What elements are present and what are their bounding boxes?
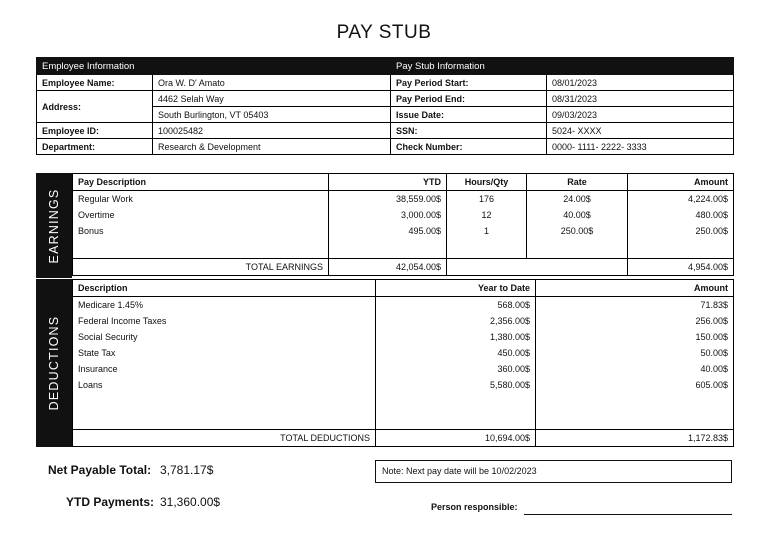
info-row: [37, 75, 734, 91]
info-table: [36, 57, 734, 155]
employee-name: Ora W. D' Amato: [153, 75, 391, 91]
earnings-total-row: [73, 259, 734, 276]
ytd-payments-label: YTD Payments:: [66, 495, 155, 509]
deduction-amount: 605.00$: [536, 377, 734, 393]
table-row: [73, 377, 734, 393]
issue-date-label: Issue Date:: [391, 107, 547, 123]
deduction-amount: 150.00$: [536, 329, 734, 345]
table-row: [73, 345, 734, 361]
total-earnings-amount: 4,954.00$: [628, 259, 734, 276]
page-title: PAY STUB: [336, 22, 432, 43]
earnings-side-label: EARNINGS: [36, 173, 72, 278]
deduction-ytd: 1,380.00$: [376, 329, 536, 345]
info-row: [37, 91, 734, 107]
deductions-desc-header: Description: [73, 280, 376, 297]
pay-period-end: 08/31/2023: [547, 91, 734, 107]
ssn: 5024- XXXX: [547, 123, 734, 139]
pay-period-start-label: Pay Period Start:: [391, 75, 547, 91]
earnings-amount-header: Amount: [628, 174, 734, 191]
employee-name-label: Employee Name:: [37, 75, 153, 91]
earning-desc: Bonus: [73, 223, 329, 239]
employee-id: 100025482: [153, 123, 391, 139]
earnings-header-row: [73, 174, 734, 191]
deductions-total-row: [73, 430, 734, 447]
net-payable-value: 3,781.17$: [160, 463, 214, 477]
table-row: [73, 207, 734, 223]
person-responsible-label: Person responsible:: [431, 502, 518, 512]
earning-ytd: 38,559.00$: [329, 191, 447, 207]
info-row: [37, 139, 734, 155]
net-payable-label: Net Payable Total:: [48, 463, 152, 477]
pay-period-end-label: Pay Period End:: [391, 91, 547, 107]
deduction-desc: Insurance: [73, 361, 376, 377]
deduction-ytd: 5,580.00$: [376, 377, 536, 393]
deductions-header-row: [73, 280, 734, 297]
table-row-empty: [73, 393, 734, 430]
table-row: [73, 297, 734, 313]
table-row: [73, 191, 734, 207]
earning-rate: 40.00$: [527, 207, 628, 223]
table-row: [73, 361, 734, 377]
address-line1: 4462 Selah Way: [153, 91, 391, 107]
deductions-table: [72, 279, 734, 447]
earning-rate: 24.00$: [527, 191, 628, 207]
earning-ytd: 495.00$: [329, 223, 447, 239]
check-number: 0000- 1111- 2222- 3333: [547, 139, 734, 155]
deduction-ytd: 450.00$: [376, 345, 536, 361]
deductions-amount-header: Amount: [536, 280, 734, 297]
earning-amount: 250.00$: [628, 223, 734, 239]
earnings-desc-header: Pay Description: [73, 174, 329, 191]
deduction-ytd: 2,356.00$: [376, 313, 536, 329]
ssn-label: SSN:: [391, 123, 547, 139]
earning-ytd: 3,000.00$: [329, 207, 447, 223]
deduction-amount: 71.83$: [536, 297, 734, 313]
earning-desc: Overtime: [73, 207, 329, 223]
earning-hours: 12: [447, 207, 527, 223]
table-row: [73, 313, 734, 329]
deduction-amount: 40.00$: [536, 361, 734, 377]
info-header-row: [37, 58, 734, 75]
note-box: Note: Next pay date will be 10/02/2023: [375, 460, 732, 483]
employee-info-header: Employee Information: [37, 58, 391, 75]
earnings-rate-header: Rate: [527, 174, 628, 191]
table-row: [73, 223, 734, 239]
signature-line: [524, 514, 732, 515]
earning-rate: 250.00$: [527, 223, 628, 239]
deduction-desc: Loans: [73, 377, 376, 393]
total-earnings-ytd: 42,054.00$: [329, 259, 447, 276]
table-row: [73, 329, 734, 345]
earnings-hours-header: Hours/Qty: [447, 174, 527, 191]
earning-amount: 480.00$: [628, 207, 734, 223]
deduction-desc: Social Security: [73, 329, 376, 345]
address-line2: South Burlington, VT 05403: [153, 107, 391, 123]
issue-date: 09/03/2023: [547, 107, 734, 123]
total-deductions-ytd: 10,694.00$: [376, 430, 536, 447]
deductions-side-label: DEDUCTIONS: [36, 279, 72, 447]
total-deductions-amount: 1,172.83$: [536, 430, 734, 447]
deduction-amount: 256.00$: [536, 313, 734, 329]
deduction-amount: 50.00$: [536, 345, 734, 361]
check-number-label: Check Number:: [391, 139, 547, 155]
ytd-payments-value: 31,360.00$: [160, 495, 221, 509]
deduction-ytd: 360.00$: [376, 361, 536, 377]
deductions-ytd-header: Year to Date: [376, 280, 536, 297]
department: Research & Development: [153, 139, 391, 155]
department-label: Department:: [37, 139, 153, 155]
pay-period-start: 08/01/2023: [547, 75, 734, 91]
earning-desc: Regular Work: [73, 191, 329, 207]
deduction-desc: State Tax: [73, 345, 376, 361]
deduction-desc: Federal Income Taxes: [73, 313, 376, 329]
employee-id-label: Employee ID:: [37, 123, 153, 139]
earning-amount: 4,224.00$: [628, 191, 734, 207]
info-row: [37, 123, 734, 139]
total-deductions-label: TOTAL DEDUCTIONS: [73, 430, 376, 447]
earning-hours: 176: [447, 191, 527, 207]
address-label: Address:: [37, 91, 153, 123]
total-earnings-label: TOTAL EARNINGS: [73, 259, 329, 276]
table-row-empty: [73, 239, 734, 259]
deduction-ytd: 568.00$: [376, 297, 536, 313]
deduction-desc: Medicare 1.45%: [73, 297, 376, 313]
earnings-ytd-header: YTD: [329, 174, 447, 191]
earning-hours: 1: [447, 223, 527, 239]
stub-info-header: Pay Stub Information: [391, 58, 734, 75]
earnings-table: [72, 173, 734, 276]
